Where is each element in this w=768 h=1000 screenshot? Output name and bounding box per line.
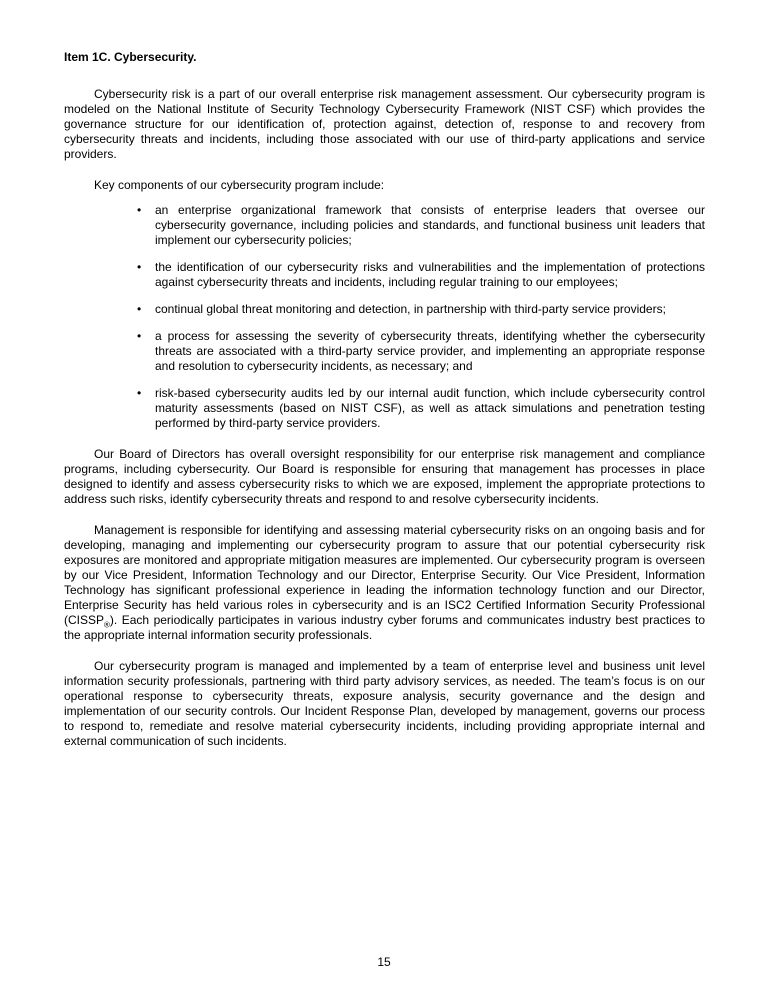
bullet-text: an enterprise organizational framework that consists of enterprise leaders that oversee our cybersecurity governance, including policies and standards, and functional business unit leaders that implement our cybersecurity policies;	[155, 203, 705, 247]
list-item	[64, 302, 705, 317]
bullet-text: a process for assessing the severity of cybersecurity threats, identifying whether the cybersecurity threats are associated with a third-party service provider, and implementing an appropriate response and resolution to cybersecurity incidents, as necessary; and	[155, 329, 705, 373]
paragraph-management-text-start: Management is responsible for identifying and assessing material cybersecurity risks on an ongoing basis and for developing, managing and implementing our cybersecurity program to assure that our potential cybersecurity risk exposures are monitored and appropriate mitigation measures are implemented. Our cybersecurity program is overseen by our Vice President, Information Technology and our Director, Enterprise Security. Our Vice President, Information Technology has significant professional experience in leading the information technology function and our Director, Enterprise Security has held various roles in cybersecurity and is an ISC2 Certified Information Security Professional (CISSP	[64, 523, 705, 627]
key-components-list	[64, 203, 705, 431]
bullet-icon: •	[137, 329, 142, 343]
bullet-icon: •	[137, 260, 142, 274]
paragraph-management-text-end: ). Each periodically participates in various industry cyber forums and communicates industry best practices to the appropriate internal information security professionals.	[64, 613, 705, 642]
bullet-icon: •	[137, 203, 142, 217]
page-number: 15	[377, 955, 391, 969]
paragraph-board-oversight: Our Board of Directors has overall oversight responsibility for our enterprise risk management and compliance programs, including cybersecurity. Our Board is responsible for ensuring that management has processes in place designed to identify and assess cybersecurity risks to which we are exposed, implement the appropriate protections to address such risks, identify cybersecurity threats and respond to and resolve cybersecurity incidents.	[64, 447, 705, 506]
paragraph-management-responsibility	[64, 523, 705, 643]
list-item	[64, 203, 705, 248]
bullet-text: continual global threat monitoring and detection, in partnership with third-party service providers;	[155, 302, 666, 316]
paragraph-program-team: Our cybersecurity program is managed and implemented by a team of enterprise level and business unit level information security professionals, partnering with third party advisory services, as needed. The team’s focus is on our operational response to cybersecurity threats, exposure analysis, security governance and the design and implementation of our security controls. Our Incident Response Plan, developed by management, governs our process to respond to, remediate and resolve material cybersecurity incidents, including providing appropriate internal and external communication of such incidents.	[64, 659, 705, 748]
section-heading: Item 1C. Cybersecurity.	[64, 50, 197, 64]
list-item	[64, 386, 705, 431]
paragraph-risk-overview: Cybersecurity risk is a part of our overall enterprise risk management assessment. Our cybersecurity program is modeled on the National Institute of Security Technology Cybersecurity Framework (NIST CSF) which provides the governance structure for our identification of, protection against, detection of, response to and recovery from cybersecurity threats and incidents, including those associated with our use of third-party applications and service providers.	[64, 87, 705, 161]
registered-trademark-symbol: ®	[104, 620, 110, 630]
bullet-text: risk-based cybersecurity audits led by our internal audit function, which include cybersecurity control maturity assessments (based on NIST CSF), as well as attack simulations and penetration testing performed by third-party service providers.	[155, 386, 705, 430]
bullet-icon: •	[137, 302, 142, 316]
paragraph-key-components-intro: Key components of our cybersecurity program include:	[94, 178, 385, 192]
bullet-text: the identification of our cybersecurity risks and vulnerabilities and the implementation of protections against cybersecurity threats and incidents, including regular training to our employees;	[155, 260, 705, 289]
list-item	[64, 329, 705, 374]
list-item	[64, 260, 705, 290]
bullet-icon: •	[137, 386, 142, 400]
